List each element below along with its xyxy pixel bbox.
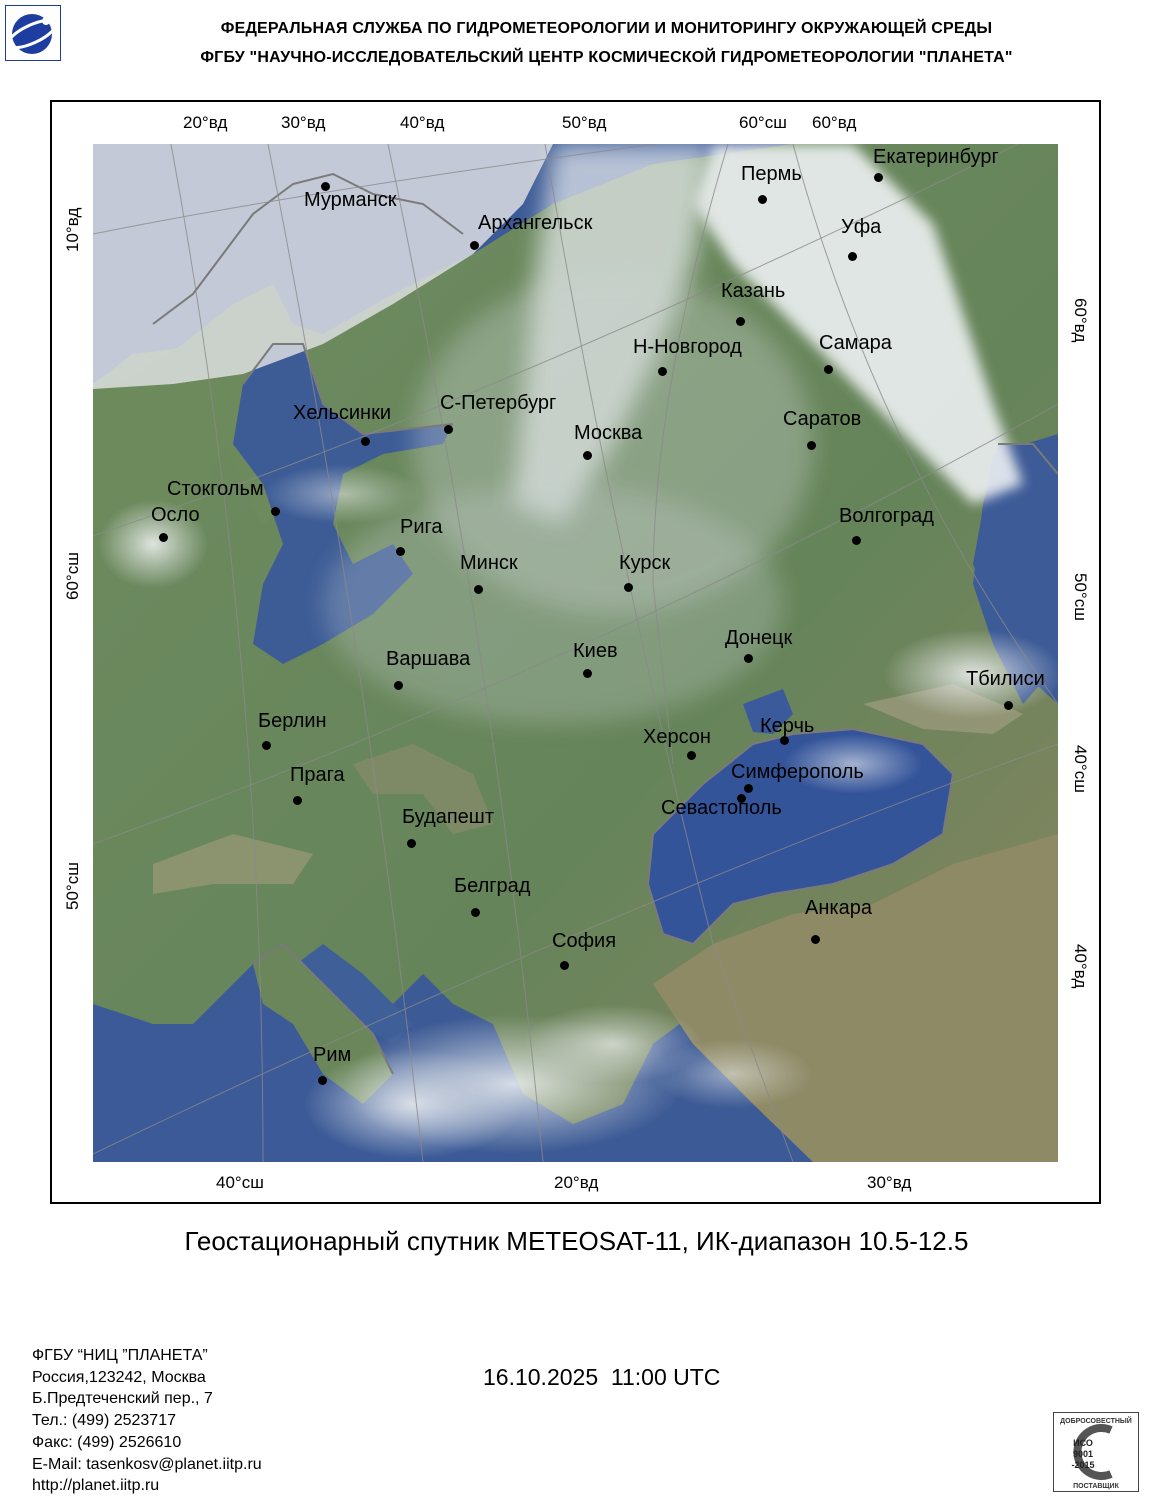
city-dot-kherson (687, 751, 696, 760)
city-dot-kazan (736, 317, 745, 326)
cert-line3: -2015 (1071, 1460, 1095, 1470)
city-label-ufa: Уфа (841, 216, 882, 238)
cert-line1: ИСО (1073, 1438, 1093, 1448)
contact-address-2: Б.Предтеченский пер., 7 (32, 1390, 213, 1408)
city-dot-simferopol (744, 784, 753, 793)
image-caption: Геостационарный спутник METEOSAT-11, ИК-диапазон 10.5-12.5 (184, 1226, 969, 1256)
cert-bottom-text: ПОСТАВЩИК (1073, 1483, 1119, 1490)
city-label-kerch: Керчь (760, 715, 815, 737)
tick-top-2: 40°вд (400, 113, 445, 132)
city-dot-budapest (407, 839, 416, 848)
tick-left-2: 50°сш (63, 862, 82, 910)
planeta-logo (5, 5, 61, 61)
city-label-kursk: Курск (619, 552, 671, 574)
city-dot-arkhangelsk (470, 241, 479, 250)
tick-top-4: 60°сш (739, 113, 787, 132)
tick-right-1: 50°сш (1071, 573, 1090, 621)
city-dot-oslo (159, 533, 168, 542)
header-center: ФГБУ "НАУЧНО-ИССЛЕДОВАТЕЛЬСКИЙ ЦЕНТР КОСМИЧЕСКОЙ ГИДРОМЕТЕОРОЛОГИИ "ПЛАНЕТА" (200, 49, 1013, 66)
tick-left-0: 10°вд (63, 207, 82, 252)
contact-phone: Тел.: (499) 2523717 (32, 1412, 176, 1430)
city-dot-perm (758, 195, 767, 204)
city-dot-minsk (474, 585, 483, 594)
city-label-moscow: Москва (574, 422, 643, 444)
city-label-murmansk: Мурманск (304, 189, 397, 211)
city-label-kyiv: Киев (573, 640, 618, 662)
city-label-ankara: Анкара (805, 897, 872, 919)
tick-right-3: 40°вд (1071, 944, 1090, 989)
city-label-simferopol: Симферополь (731, 761, 864, 783)
cert-top-text: ДОБРОСОВЕСТНЫЙ (1060, 1418, 1132, 1425)
contact-fax: Факс: (499) 2526610 (32, 1433, 182, 1451)
city-dot-sofia (560, 961, 569, 970)
city-label-kherson: Херсон (643, 726, 711, 748)
iso-certification-badge (1053, 1412, 1139, 1492)
city-dot-rome (318, 1076, 327, 1085)
tick-bottom-1: 20°вд (554, 1173, 599, 1192)
city-dot-kyiv (583, 669, 592, 678)
city-dot-ankara (811, 935, 820, 944)
tick-top-3: 50°вд (562, 113, 607, 132)
city-dot-berlin (262, 741, 271, 750)
city-label-belgrade: Белград (454, 875, 531, 897)
tick-top-5: 60°вд (812, 113, 857, 132)
city-label-berlin: Берлин (258, 710, 327, 732)
city-dot-saratov (807, 441, 816, 450)
city-label-donetsk: Донецк (725, 627, 793, 649)
city-label-kazan: Казань (721, 280, 786, 302)
city-dot-donetsk (744, 654, 753, 663)
tick-top-1: 30°вд (281, 113, 326, 132)
city-dot-prague (293, 796, 302, 805)
city-label-stockholm: Стокгольм (167, 478, 264, 500)
tick-top-0: 20°вд (183, 113, 228, 132)
city-label-oslo: Осло (151, 504, 200, 526)
city-label-minsk: Минск (460, 552, 518, 574)
contact-website: http://planet.iitp.ru (32, 1477, 160, 1495)
city-label-arkhangelsk: Архангельск (478, 212, 593, 234)
city-label-perm: Пермь (741, 163, 802, 185)
city-label-helsinki: Хельсинки (293, 402, 392, 424)
tick-bottom-2: 30°вд (867, 1173, 912, 1192)
city-label-rome: Рим (313, 1044, 352, 1066)
city-dot-warsaw (394, 681, 403, 690)
city-dot-moscow (583, 451, 592, 460)
city-dot-kursk (624, 583, 633, 592)
city-label-prague: Прага (290, 764, 345, 786)
city-label-volgograd: Волгоград (839, 505, 934, 527)
city-label-spb: С-Петербург (440, 392, 557, 414)
contact-address-1: Россия,123242, Москва (32, 1368, 206, 1386)
city-dot-volgograd (852, 536, 861, 545)
city-label-tbilisi: Тбилиси (966, 668, 1045, 690)
city-label-nnovgorod: Н-Новгород (633, 336, 742, 358)
observation-datetime: 16.10.2025 11:00 UTC (483, 1364, 721, 1390)
city-dot-spb (444, 425, 453, 434)
city-label-riga: Рига (400, 516, 443, 538)
tick-right-2: 40°сш (1071, 745, 1090, 793)
city-label-saratov: Саратов (783, 408, 862, 430)
tick-bottom-0: 40°сш (216, 1173, 264, 1192)
city-label-sevastopol: Севастополь (661, 797, 782, 819)
city-dot-stockholm (271, 507, 280, 516)
city-dot-tbilisi (1004, 701, 1013, 710)
city-dot-riga (396, 547, 405, 556)
city-label-budapest: Будапешт (402, 806, 494, 828)
contact-email: E-Mail: tasenkosv@planet.iitp.ru (32, 1455, 262, 1473)
city-dot-belgrade (471, 908, 480, 917)
tick-right-0: 60°вд (1071, 298, 1090, 343)
city-dot-samara (824, 365, 833, 374)
city-dot-ekaterinburg (874, 173, 883, 182)
city-dot-ufa (848, 252, 857, 261)
city-label-warsaw: Варшава (386, 648, 471, 670)
tick-left-1: 60°сш (63, 552, 82, 600)
city-dot-nnovgorod (658, 367, 667, 376)
city-label-sofia: София (552, 930, 617, 952)
city-label-ekaterinburg: Екатеринбург (873, 146, 999, 168)
header-agency: ФЕДЕРАЛЬНАЯ СЛУЖБА ПО ГИДРОМЕТЕОРОЛОГИИ И МОНИТОРИНГУ ОКРУЖАЮЩЕЙ СРЕДЫ (220, 20, 993, 37)
cert-line2: 9001 (1072, 1449, 1094, 1459)
contact-block (32, 1345, 262, 1497)
city-dot-helsinki (361, 437, 370, 446)
city-label-samara: Самара (819, 332, 892, 354)
contact-org: ФГБУ “НИЦ ”ПЛАНЕТА” (32, 1347, 208, 1364)
